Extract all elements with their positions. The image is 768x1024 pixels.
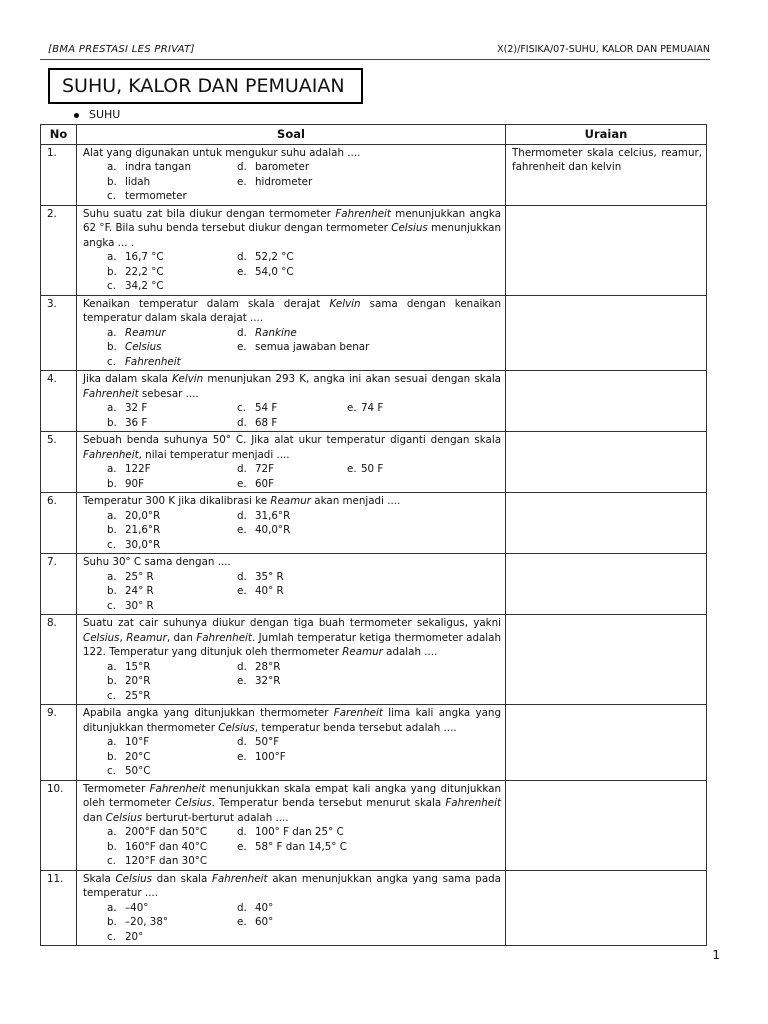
option-letter: e. — [237, 524, 247, 536]
option-letter: c. — [107, 538, 116, 551]
question-number: 7. — [41, 554, 77, 615]
option-text: 22,2 °C — [125, 265, 164, 278]
option-letter — [347, 901, 361, 916]
option-letter — [347, 750, 361, 765]
option-text — [255, 689, 347, 704]
table-row — [41, 295, 707, 371]
question-cell — [77, 554, 506, 615]
option-text: 50°F — [255, 736, 280, 748]
option-letter — [347, 265, 361, 280]
option-line — [107, 674, 501, 689]
question-text: Suhu 30° C sama dengan .... — [83, 556, 231, 568]
option-text: 100°F — [255, 750, 286, 763]
option-text: 54 F — [255, 402, 278, 414]
option-letter: a. — [107, 402, 117, 414]
option-letter: b. — [107, 477, 117, 490]
option-letter — [347, 340, 361, 355]
option-letter — [347, 915, 361, 930]
option-letter — [347, 599, 361, 614]
option-text: 54,0 °C — [255, 265, 294, 278]
option-line — [107, 660, 501, 675]
option-text: 72F — [255, 463, 275, 475]
option-letter: c. — [107, 930, 116, 943]
option-text: semua jawaban benar — [255, 341, 370, 353]
option-letter: e. — [237, 477, 247, 490]
question-cell — [77, 870, 506, 946]
option-letter: a. — [107, 570, 117, 583]
option-letter: e. — [237, 265, 247, 278]
option-text: 20°R — [125, 675, 151, 687]
option-text — [361, 584, 501, 599]
option-text: 20°C — [125, 750, 151, 763]
table-row — [41, 780, 707, 870]
option-text: 31,6°R — [255, 509, 291, 522]
option-text: 16,7 °C — [125, 251, 164, 263]
question-cell — [77, 705, 506, 781]
question-cell — [77, 780, 506, 870]
option-letter: c. — [107, 599, 116, 612]
option-text: 20,0°R — [125, 509, 161, 522]
page-number: 1 — [712, 948, 720, 962]
question-cell — [77, 295, 506, 371]
option-line — [107, 416, 501, 431]
option-text: 40° — [255, 901, 274, 914]
option-text: 50 F — [361, 463, 384, 475]
option-text: Reamur — [125, 326, 166, 339]
option-text: 20° — [125, 930, 144, 943]
option-letter: b. — [107, 675, 117, 687]
option-letter: b. — [107, 524, 117, 536]
table-header-row — [41, 125, 707, 145]
option-letter: b. — [107, 840, 117, 853]
question-text: Suatu zat cair suhunya diukur dengan tiga buah termometer sekaligus, yakni Celsius, Reamur, dan Fahrenheit. Jumlah temperatur ketiga thermometer adalah 122. Temperatur yang ditunjuk oleh thermometer Reamur adalah .... — [83, 617, 502, 658]
option-letter — [347, 175, 361, 190]
option-letter — [347, 735, 361, 750]
answer-cell — [506, 432, 707, 493]
option-line — [107, 340, 501, 355]
option-letter: d. — [237, 736, 247, 748]
option-text: 40° R — [255, 585, 284, 597]
option-line — [107, 750, 501, 765]
option-text — [255, 599, 347, 614]
option-text — [361, 660, 501, 675]
option-text — [361, 915, 501, 930]
option-text — [255, 764, 347, 779]
option-text — [361, 340, 501, 355]
question-number: 10. — [41, 780, 77, 870]
table-row — [41, 705, 707, 781]
answer-cell — [506, 870, 707, 946]
option-text: 58° F dan 14,5° C — [255, 840, 347, 853]
option-text: 50°C — [125, 765, 151, 777]
option-letter: d. — [237, 509, 247, 522]
option-line — [107, 854, 501, 869]
option-line — [107, 689, 501, 704]
option-text — [361, 674, 501, 689]
option-text: 25° R — [125, 570, 154, 583]
option-text: 24° R — [125, 585, 154, 597]
question-cell — [77, 144, 506, 205]
option-text — [361, 326, 501, 341]
option-line — [107, 160, 501, 175]
option-line — [107, 930, 501, 945]
option-text: Fahrenheit — [125, 355, 181, 368]
option-text: 28°R — [255, 660, 281, 673]
option-text: 15°R — [125, 660, 151, 673]
option-text — [255, 189, 347, 204]
option-text: 30,0°R — [125, 538, 161, 551]
question-table — [40, 124, 707, 946]
option-text — [255, 538, 347, 553]
table-row — [41, 554, 707, 615]
option-text — [361, 599, 501, 614]
option-letter: b. — [107, 265, 117, 278]
option-text — [255, 854, 347, 869]
option-text: 32 F — [125, 402, 148, 414]
table-row — [41, 493, 707, 554]
option-letter — [347, 674, 361, 689]
option-line — [107, 462, 501, 477]
answer-cell — [506, 493, 707, 554]
option-letter: a. — [107, 463, 117, 475]
option-letter: d. — [237, 660, 247, 673]
answer-cell — [506, 554, 707, 615]
option-text: 90F — [125, 477, 145, 490]
option-line — [107, 477, 501, 492]
option-text: 10°F — [125, 736, 150, 748]
table-row — [41, 205, 707, 295]
option-text — [255, 930, 347, 945]
option-letter: d. — [237, 326, 247, 339]
question-text: Kenaikan temperatur dalam skala derajat Kelvin sama dengan kenaikan temperatur dalam skala derajat .... — [83, 297, 501, 324]
option-text — [361, 265, 501, 280]
option-letter — [347, 538, 361, 553]
option-letter — [347, 189, 361, 204]
option-letter: b. — [107, 416, 117, 429]
option-text — [255, 355, 347, 370]
answer-cell — [506, 205, 707, 295]
option-letter: c. — [107, 355, 116, 368]
option-letter — [347, 355, 361, 370]
question-number: 2. — [41, 205, 77, 295]
option-text — [255, 279, 347, 294]
column-header-soal: Soal — [77, 125, 506, 145]
option-text — [361, 175, 501, 190]
option-letter — [347, 825, 361, 840]
option-letter — [237, 930, 255, 945]
option-text: 120°F dan 30°C — [125, 855, 208, 867]
option-letter — [347, 764, 361, 779]
option-letter — [237, 355, 255, 370]
header-left: [BMA PRESTASI LES PRIVAT] — [48, 44, 195, 55]
option-letter: e. — [347, 402, 357, 414]
option-line — [107, 584, 501, 599]
option-letter — [347, 689, 361, 704]
option-text — [361, 570, 501, 585]
option-letter — [237, 689, 255, 704]
bullet-icon — [74, 113, 79, 118]
option-text — [361, 930, 501, 945]
option-text — [361, 477, 501, 492]
table-row — [41, 144, 707, 205]
table-row — [41, 615, 707, 705]
option-text: 21,6°R — [125, 524, 161, 536]
question-number: 3. — [41, 295, 77, 371]
option-letter: e. — [237, 916, 247, 928]
option-letter: c. — [107, 280, 116, 292]
option-letter: a. — [107, 251, 117, 263]
option-text — [361, 250, 501, 265]
option-line — [107, 840, 501, 855]
option-text: 52,2 °C — [255, 251, 294, 263]
option-text: 74 F — [361, 402, 384, 414]
section-label: SUHU — [89, 108, 121, 121]
option-letter — [347, 250, 361, 265]
header-divider — [40, 59, 710, 60]
question-text: Jika dalam skala Kelvin menunjukan 293 K, angka ini akan sesuai dengan skala Fahrenheit sebesar .... — [83, 373, 501, 400]
option-letter: e. — [237, 341, 247, 353]
option-letter — [347, 326, 361, 341]
question-text: Temperatur 300 K jika dikalibrasi ke Reamur akan menjadi .... — [83, 495, 401, 507]
option-text — [361, 689, 501, 704]
option-text — [361, 509, 501, 524]
option-text — [361, 825, 501, 840]
question-text: Termometer Fahrenheit menunjukkan skala empat kali angka yang ditunjukkan oleh termometer Celsius. Temperatur benda tersebut menurut skala Fahrenheit dan Celsius berturut-berturut adalah .... — [83, 782, 501, 824]
option-letter: e. — [237, 840, 247, 853]
option-text: 30° R — [125, 599, 154, 612]
option-letter: a. — [107, 161, 117, 173]
option-letter: d. — [237, 901, 247, 914]
answer-cell: Thermometer skala celcius, reamur, fahrenheit dan kelvin — [506, 144, 707, 205]
option-line — [107, 825, 501, 840]
option-line — [107, 401, 501, 416]
option-letter: b. — [107, 341, 117, 353]
table-row — [41, 371, 707, 432]
option-line — [107, 189, 501, 204]
option-letter: a. — [107, 509, 117, 522]
option-letter: d. — [237, 826, 247, 838]
option-line — [107, 570, 501, 585]
option-letter — [237, 279, 255, 294]
option-text — [361, 538, 501, 553]
option-letter: c. — [107, 190, 116, 202]
option-line — [107, 326, 501, 341]
option-letter — [347, 854, 361, 869]
option-letter — [347, 279, 361, 294]
option-text — [361, 523, 501, 538]
option-text — [361, 901, 501, 916]
option-text: 68 F — [255, 416, 278, 429]
option-letter: d. — [237, 463, 247, 475]
option-text: 40,0°R — [255, 524, 291, 536]
option-letter: a. — [107, 901, 117, 914]
option-text: 25°R — [125, 689, 151, 702]
option-letter: a. — [107, 326, 117, 339]
option-letter: d. — [237, 161, 247, 173]
header-right: X(2)/FISIKA/07-SUHU, KALOR DAN PEMUAIAN — [497, 44, 710, 55]
question-number: 6. — [41, 493, 77, 554]
option-line — [107, 599, 501, 614]
option-letter: c. — [107, 765, 116, 777]
option-text — [361, 355, 501, 370]
option-letter: e. — [237, 175, 247, 188]
option-text: indra tangan — [125, 161, 191, 173]
option-letter — [347, 584, 361, 599]
option-line — [107, 901, 501, 916]
question-text: Skala Celsius dan skala Fahrenheit akan menunjukkan angka yang sama pada temperatur .... — [83, 872, 501, 899]
option-text: lidah — [125, 175, 151, 188]
table-row — [41, 870, 707, 946]
option-line — [107, 355, 501, 370]
option-text: 160°F dan 40°C — [125, 840, 208, 853]
option-letter: c. — [107, 689, 116, 702]
option-line — [107, 509, 501, 524]
answer-cell — [506, 615, 707, 705]
option-letter: d. — [237, 251, 247, 263]
option-text — [361, 854, 501, 869]
option-text: 60F — [255, 477, 275, 490]
option-letter: c. — [107, 855, 116, 867]
question-text: Alat yang digunakan untuk mengukur suhu adalah .... — [83, 146, 361, 159]
option-text: barometer — [255, 161, 310, 173]
option-letter — [237, 189, 255, 204]
answer-cell — [506, 705, 707, 781]
option-text — [361, 840, 501, 855]
question-text: Suhu suatu zat bila diukur dengan termometer Fahrenheit menunjukkan angka 62 °F. Bila suhu benda tersebut diukur dengan termometer Celsius menunjukkan angka ... . — [83, 207, 502, 249]
option-letter: b. — [107, 175, 117, 188]
option-text: 34,2 °C — [125, 280, 164, 292]
answer-cell — [506, 780, 707, 870]
option-line — [107, 523, 501, 538]
option-text — [361, 416, 501, 431]
option-letter: a. — [107, 826, 117, 838]
option-text: 32°R — [255, 675, 281, 687]
option-line — [107, 265, 501, 280]
question-cell — [77, 371, 506, 432]
option-letter: e. — [237, 585, 247, 597]
question-number: 9. — [41, 705, 77, 781]
option-letter — [347, 160, 361, 175]
section-heading — [74, 108, 120, 121]
question-cell — [77, 493, 506, 554]
option-letter — [347, 509, 361, 524]
option-letter — [347, 416, 361, 431]
question-text: Sebuah benda suhunya 50° C. Jika alat ukur temperatur diganti dengan skala Fahrenheit, nilai temperatur menjadi .... — [83, 434, 501, 461]
question-number: 4. — [41, 371, 77, 432]
option-text — [361, 764, 501, 779]
option-text: termometer — [125, 190, 187, 202]
option-text: Celsius — [125, 341, 162, 353]
option-letter — [237, 854, 255, 869]
option-letter: b. — [107, 750, 117, 763]
option-text — [361, 735, 501, 750]
option-text: –40° — [125, 901, 149, 914]
option-text — [361, 189, 501, 204]
option-text: 100° F dan 25° C — [255, 826, 344, 838]
option-text — [361, 279, 501, 294]
option-letter: b. — [107, 916, 117, 928]
option-line — [107, 175, 501, 190]
question-number: 11. — [41, 870, 77, 946]
option-line — [107, 279, 501, 294]
page-title: SUHU, KALOR DAN PEMUAIAN — [48, 68, 363, 104]
question-number: 8. — [41, 615, 77, 705]
option-text — [361, 160, 501, 175]
option-line — [107, 915, 501, 930]
option-letter: d. — [237, 570, 247, 583]
option-letter — [347, 660, 361, 675]
option-letter: d. — [237, 416, 247, 429]
option-text: hidrometer — [255, 175, 313, 188]
option-line — [107, 538, 501, 553]
column-header-uraian: Uraian — [506, 125, 707, 145]
option-letter — [347, 477, 361, 492]
option-letter: c. — [237, 402, 246, 414]
option-letter: a. — [107, 660, 117, 673]
question-number: 1. — [41, 144, 77, 205]
table-row — [41, 432, 707, 493]
option-letter: e. — [237, 750, 247, 763]
option-letter — [237, 538, 255, 553]
option-line — [107, 764, 501, 779]
option-text: 35° R — [255, 570, 284, 583]
question-cell — [77, 432, 506, 493]
option-line — [107, 735, 501, 750]
option-letter — [347, 930, 361, 945]
question-cell — [77, 205, 506, 295]
question-text: Apabila angka yang ditunjukkan thermometer Farenheit lima kali angka yang ditunjukkan thermometer Celsius, temperatur benda tersebut adalah .... — [83, 707, 501, 734]
option-line — [107, 250, 501, 265]
option-text: 60° — [255, 916, 274, 928]
question-cell — [77, 615, 506, 705]
option-text: –20, 38° — [125, 916, 169, 928]
option-text: 36 F — [125, 416, 148, 429]
option-letter — [237, 599, 255, 614]
option-letter — [237, 764, 255, 779]
column-header-no: No — [41, 125, 77, 145]
option-letter — [347, 840, 361, 855]
option-letter — [347, 523, 361, 538]
question-number: 5. — [41, 432, 77, 493]
answer-cell — [506, 371, 707, 432]
option-text: 122F — [125, 463, 151, 475]
option-letter: e. — [237, 675, 247, 687]
answer-cell — [506, 295, 707, 371]
option-text: Rankine — [255, 326, 297, 339]
option-letter: e. — [347, 463, 357, 475]
option-text — [361, 750, 501, 765]
option-letter: a. — [107, 736, 117, 748]
option-text: 200°F dan 50°C — [125, 826, 208, 838]
option-letter — [347, 570, 361, 585]
option-letter: b. — [107, 585, 117, 597]
